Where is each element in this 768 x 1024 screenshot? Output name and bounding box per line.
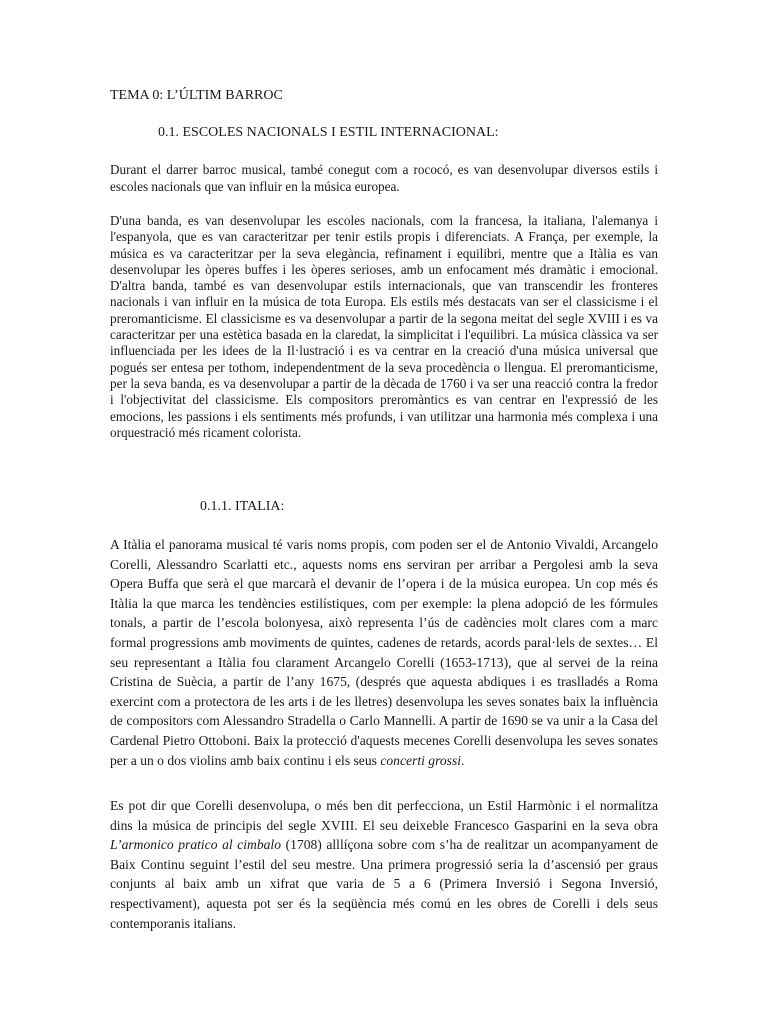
- harmonic-style-paragraph: [110, 796, 658, 933]
- italy-sub-heading: 0.1.1. ITALIA:: [200, 499, 285, 514]
- italic-book-title: L’armonico pratico al cimbalo: [110, 837, 282, 853]
- section-heading: 0.1. ESCOLES NACIONALS I ESTIL INTERNACIONAL:: [158, 125, 499, 140]
- harmonic-style-text-start: Es pot dir que Corelli desenvolupa, o més ben dit perfecciona, un Estil Harmònic i el normalitza dins la música de principis del segle XVIII. El seu deixeble Francesco Gasparini en la seva obra: [110, 798, 658, 833]
- schools-paragraph: D'una banda, es van desenvolupar les escoles nacionals, com la francesa, la italiana, l'alemanya i l'espanyola, que es van caracteritzar per tenir estils propis i diferenciats. A França, per exemple, la música es va caracteritzar per la seva elegància, refinament i equilibri, mentre que a Itàlia es van desenvolupar les òperes buffes i les òperes serioses, amb un enfocament més dramàtic i emocional. D'altra banda, també es van desenvolupar estils internacionals, que van transcendir les fronteres nacionals i van influir en la música de tota Europa. Els estils més destacats van ser el classicisme i el preromanticisme. El classicisme es va desenvolupar a partir de la segona meitat del segle XVIII i es va caracteritzar per una estètica basada en la claredat, la simplicitat i l'equilibri. La música clàssica va ser influenciada per les idees de la Il·lustració i es va centrar en la creació d'una música universal que pogués ser entesa per tothom, independentment de la seva procedència o llengua. El preromanticisme, per la seva banda, es va desenvolupar a partir de la dècada de 1760 i va ser una reacció contra la fredor i l'objectivitat del classicisme. Els compositors preromàntics es van centrar en l'expressió de les emocions, les passions i els sentiments més profunds, i van utilitzar una harmonia més complexa i una orquestració més ricament colorista.: [110, 213, 658, 440]
- italy-paragraph: [110, 535, 658, 770]
- italy-paragraph-end: .: [461, 752, 465, 768]
- italy-paragraph-text: A Itàlia el panorama musical té varis noms propis, com poden ser el de Antonio Vivaldi, Arcangelo Corelli, Alessandro Scarlatti etc., aquests noms ens serviran per arribar a Pergolesi amb la seva Opera Buffa que serà el que marcarà el devanir de l’opera i de la música europea. Un cop més és Itàlia la que marca les tendències estilístiques, com per exemple: la plena adopció de les fórmules tonals, a partir de l’escola bolonyesa, això representa l’ús de cadències molt clares com a marc formal progressions amb moviments de quintes, cadenes de retards, acords paral·lels de sextes… El seu representant a Itàlia fou clarament Arcangelo Corelli (1653-1713), que al servei de la reina Cristina de Suècia, a partir de l’any 1675, (després que aquesta abdiques i es traslladés a Roma exercint com a protectora de les arts i de les lletres) desenvolupa les seves sonates baix la influència de compositors com Alessandro Stradella o Carlo Mannelli. A partir de 1690 se va unir a la Casa del Cardenal Pietro Ottoboni. Baix la protecció d'aquests mecenes Corelli desenvolupa les seves sonates per a un o dos violins amb baix continu i els seus: [110, 537, 658, 768]
- harmonic-style-text-end: (1708) alllíçona sobre com s’ha de realitzar un acompanyament de Baix Continu seguint l’estil del seu mestre. Una primera progressió seria la d’ascensió per graus conjunts al baix amb un xifrat que varia de 5 a 6 (Primera Inversió i Segona Inversió, respectivament), aquesta pot ser és la seqüència més comú en les obres de Corelli i dels seus contemporanis italians.: [110, 837, 658, 931]
- document-title: TEMA 0: L’ÚLTIM BARROC: [110, 88, 283, 103]
- intro-paragraph: Durant el darrer barroc musical, també conegut com a rococó, es van desenvolupar diversos estils i escoles nacionals que van influir en la música europea.: [110, 162, 658, 194]
- italic-work-title: concerti grossi: [380, 752, 462, 768]
